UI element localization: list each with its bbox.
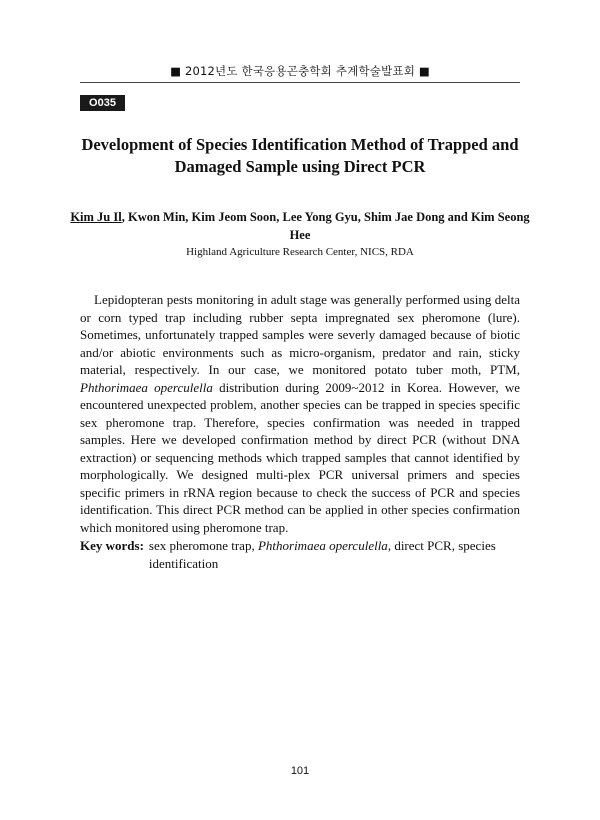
co-authors: , Kwon Min, Kim Jeom Soon, Lee Yong Gyu, Shim Jae Dong and Kim Seong Hee bbox=[121, 210, 530, 242]
abstract-text-2: distribution during 2009~2012 in Korea. However, we encountered unexpected problem, another species can be trapped in species specific sex pheromone trap. Therefore, species confirmation was needed in trapped samples. Here we developed confirmation method by direct PCR (without DNA extraction) or sequencing methods which trapped samples that cannot identified by morphologically. We designed multi-plex PCR universal primers and species specific primers in rRNA region because to check the success of PCR and species identification. This direct PCR method can be applied in other species confirmation which monitored using pheromone trap. bbox=[80, 379, 521, 535]
presenting-author: Kim Ju Il bbox=[70, 210, 122, 224]
keywords-label: Key words: bbox=[80, 538, 144, 553]
affiliation: Highland Agriculture Research Center, NICS, RDA bbox=[186, 246, 414, 258]
conference-header: ■ 2012년도 한국응용곤충학회 추계학술발표회 ■ bbox=[170, 64, 430, 78]
abstract-body bbox=[80, 291, 520, 536]
paper-title: Development of Species Identification Method of Trapped and Damaged Sample using Direct PCR bbox=[81, 135, 519, 176]
keywords-text-1: sex pheromone trap, bbox=[148, 538, 258, 553]
species-name: Phthorimaea operculella bbox=[80, 379, 213, 395]
page-number: 101 bbox=[290, 765, 310, 777]
keywords-text-2: , direct PCR, species identification bbox=[148, 538, 496, 571]
abstract-text-1: Lepidopteran pests monitoring in adult stage was generally performed using delta or corn typed trap including rubber septa impregnated sex pheromone (lure). Sometimes, unfortunately trapped samples were severly damaged because of biotic and/or abiotic environments such as micro-organism, predator and rain, sticky material, respectively. In our case, we monitored potato tuber moth, PTM, bbox=[80, 292, 520, 377]
keywords-species: Phthorimaea operculella bbox=[257, 538, 388, 553]
header-divider bbox=[80, 82, 520, 83]
abstract-id-badge: O035 bbox=[80, 95, 125, 111]
author-list bbox=[60, 208, 540, 244]
keywords-text bbox=[149, 537, 520, 572]
keywords bbox=[80, 537, 520, 572]
